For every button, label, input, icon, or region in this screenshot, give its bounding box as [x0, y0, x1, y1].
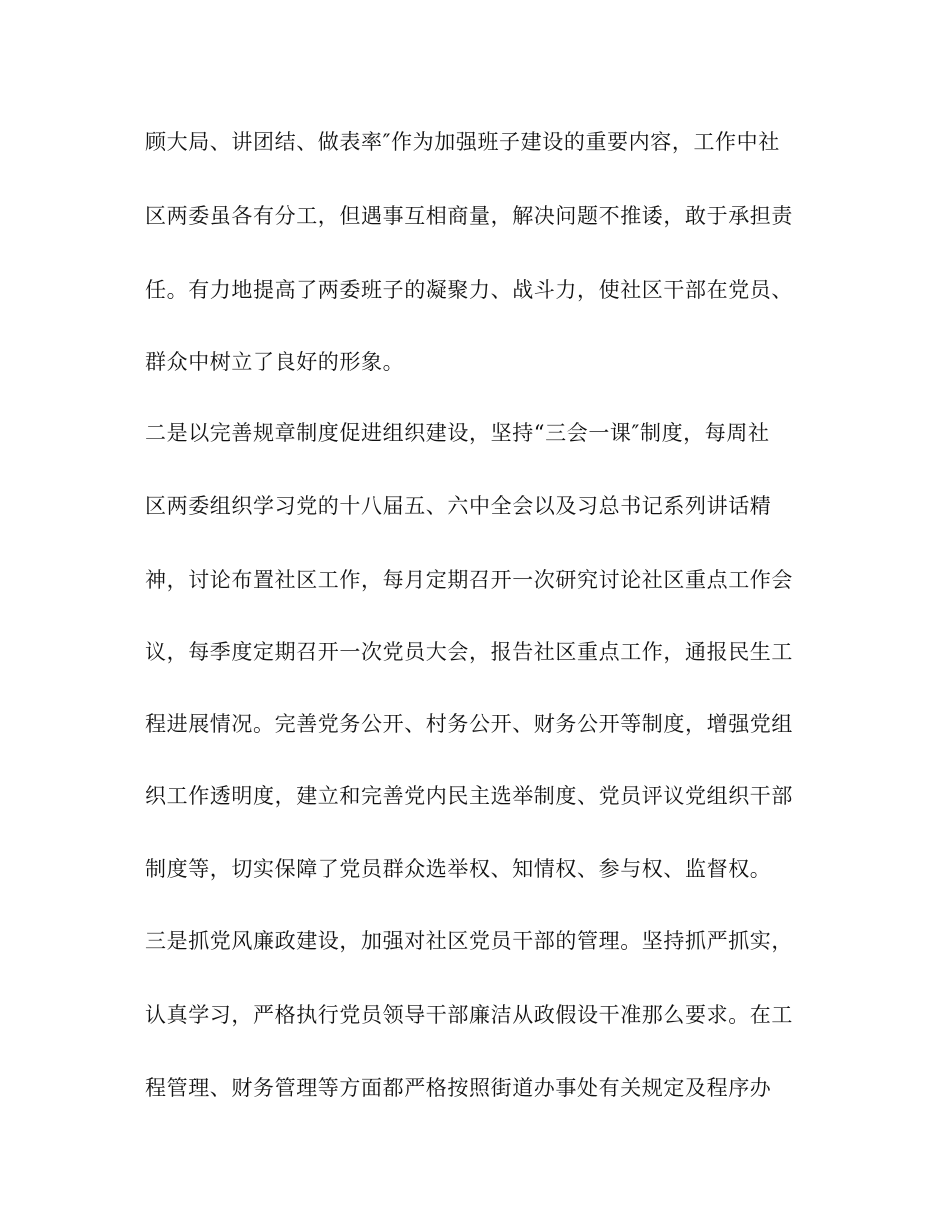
text-line: 认真学习，严格执行党员领导干部廉洁从政假设干准那么要求。在工	[145, 1003, 793, 1027]
text-line: 二是以完善规章制度促进组织建设，坚持“三会一课″制度，每周社	[145, 421, 770, 445]
text-line: 神，讨论布置社区工作，每月定期召开一次研究讨论社区重点工作会	[145, 568, 793, 592]
text-line: 区两委组织学习党的十八届五、六中全会以及习总书记系列讲话精	[145, 494, 772, 518]
text-line: 区两委虽各有分工，但遇事互相商量，解决问题不推诿，敢于承担责	[145, 204, 793, 228]
text-line: 制度等，切实保障了党员群众选举权、知情权、参与权、监督权。	[145, 857, 772, 881]
text-line: 群众中树立了良好的形象。	[145, 350, 405, 374]
text-line: 顾大局、讲团结、做表率″作为加强班子建设的重要内容，工作中社	[145, 130, 780, 154]
text-line: 三是抓党风廉政建设，加强对社区党员干部的管理。坚持抓严抓实，	[145, 929, 793, 953]
text-line: 议，每季度定期召开一次党员大会，报告社区重点工作，通报民生工	[145, 640, 793, 664]
text-line: 任。有力地提高了两委班子的凝聚力、战斗力，使社区干部在党员、	[145, 278, 793, 302]
text-line: 程进展情况。完善党务公开、村务公开、财务公开等制度，增强党组	[145, 712, 793, 736]
text-line: 织工作透明度，建立和完善党内民主选举制度、党员评议党组织干部	[145, 784, 793, 808]
text-line: 程管理、财务管理等方面都严格按照街道办事处有关规定及程序办	[145, 1076, 772, 1100]
